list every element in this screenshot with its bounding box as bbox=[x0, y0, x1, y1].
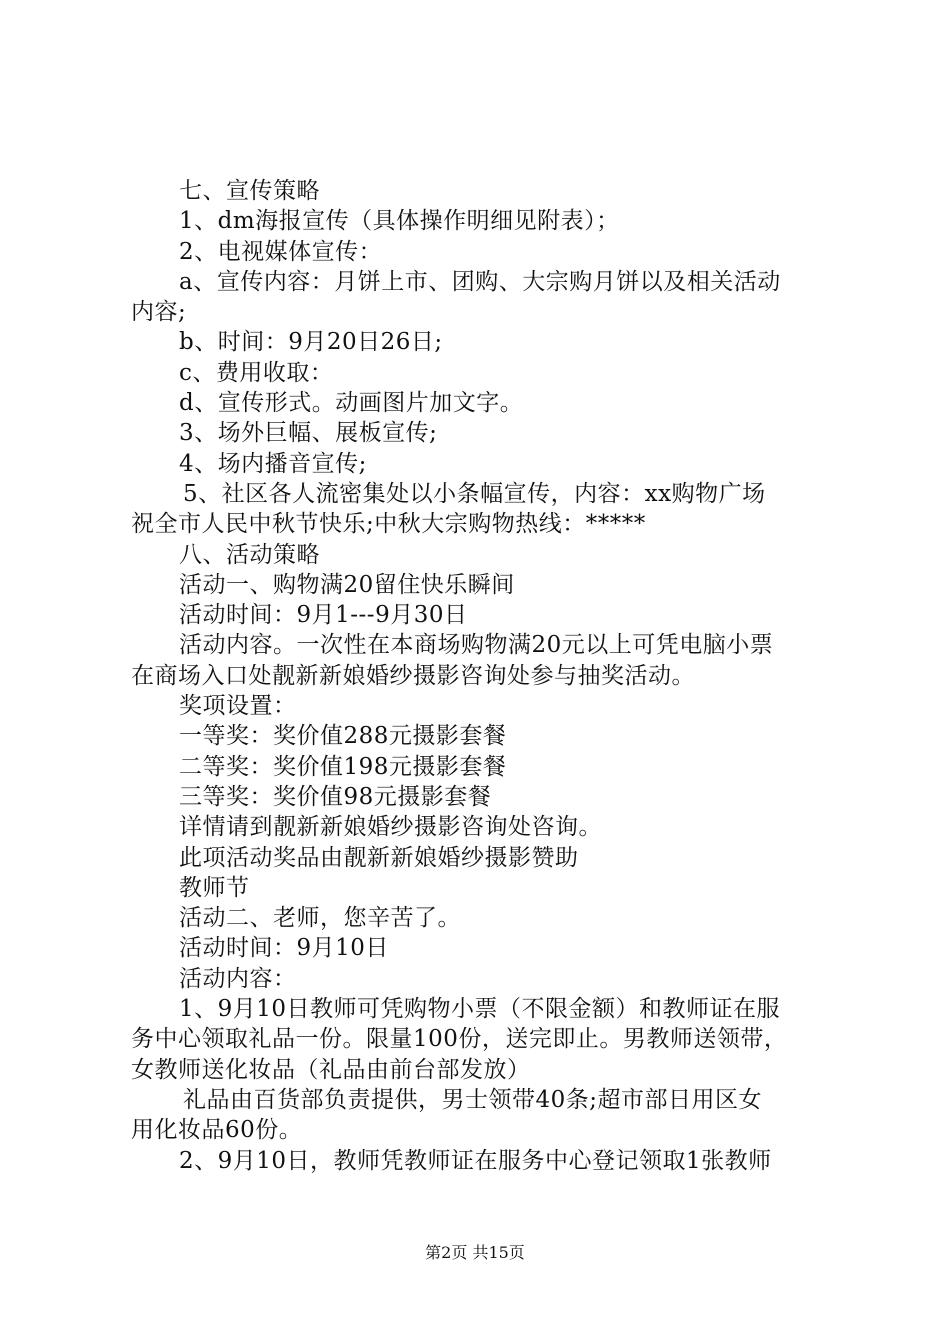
paragraph-line: 5、社区各人流密集处以小条幅宣传，内容：xx购物广场 bbox=[183, 480, 766, 507]
paragraph-line: 此项活动奖品由靓新新娘婚纱摄影赞助 bbox=[179, 844, 579, 871]
paragraph-line: 二等奖：奖价值198元摄影套餐 bbox=[179, 753, 507, 780]
paragraph-line: 3、场外巨幅、展板宣传; bbox=[179, 420, 438, 447]
paragraph-line: b、时间：9月20日26日; bbox=[179, 329, 443, 356]
paragraph-line: d、宣传形式。动画图片加文字。 bbox=[179, 390, 524, 417]
document-body bbox=[131, 176, 831, 1176]
paragraph-line: 4、场内播音宣传; bbox=[179, 450, 367, 477]
paragraph-line: 务中心领取礼品一份。限量100份，送完即止。男教师送领带， bbox=[131, 1026, 788, 1053]
paragraph-line: 礼品由百货部负责提供，男士领带40条;超市部日用区女 bbox=[183, 1086, 763, 1113]
paragraph-line: 用化妆品60份。 bbox=[131, 1117, 303, 1144]
paragraph-line: 1、9月10日教师可凭购物小票（不限金额）和教师证在服 bbox=[179, 996, 781, 1023]
paragraph-line: 奖项设置： bbox=[179, 693, 297, 720]
page-footer: 第2页 共15页 bbox=[425, 1243, 525, 1262]
paragraph-line: a、宣传内容：月饼上市、团购、大宗购月饼以及相关活动 bbox=[179, 268, 781, 295]
paragraph-line: 活动一、购物满20留住快乐瞬间 bbox=[179, 571, 515, 598]
paragraph-line: 祝全市人民中秋节快乐;中秋大宗购物热线：***** bbox=[131, 511, 646, 538]
paragraph-line: 活动时间：9月1---9月30日 bbox=[179, 602, 468, 629]
paragraph-line: 一等奖：奖价值288元摄影套餐 bbox=[179, 723, 507, 750]
heading-teachers-day: 教师节 bbox=[179, 874, 250, 901]
heading-publicity-strategy: 七、宣传策略 bbox=[179, 178, 320, 204]
paragraph-line: 2、电视媒体宣传： bbox=[179, 238, 383, 265]
paragraph-line: 详情请到靓新新娘婚纱摄影咨询处咨询。 bbox=[179, 814, 602, 841]
paragraph-line: 活动内容。一次性在本商场购物满20元以上可凭电脑小票 bbox=[179, 632, 774, 659]
paragraph-line: 三等奖：奖价值98元摄影套餐 bbox=[179, 783, 492, 810]
paragraph-line: 2、9月10日，教师凭教师证在服务中心登记领取1张教师 bbox=[179, 1147, 772, 1174]
paragraph-line: 在商场入口处靓新新娘婚纱摄影咨询处参与抽奖活动。 bbox=[131, 662, 695, 689]
paragraph-line: 活动内容： bbox=[179, 965, 297, 992]
paragraph-line: c、费用收取： bbox=[179, 359, 334, 386]
paragraph-line: 活动二、老师，您辛苦了。 bbox=[179, 905, 461, 932]
paragraph-line: 1、dm海报宣传（具体操作明细见附表）； bbox=[179, 208, 620, 235]
paragraph-line: 活动时间：9月10日 bbox=[179, 935, 389, 962]
paragraph-line: 女教师送化妆品（礼品由前台部发放） bbox=[131, 1056, 531, 1083]
paragraph-line: 内容; bbox=[131, 299, 187, 326]
heading-activity-strategy: 八、活动策略 bbox=[179, 541, 320, 568]
